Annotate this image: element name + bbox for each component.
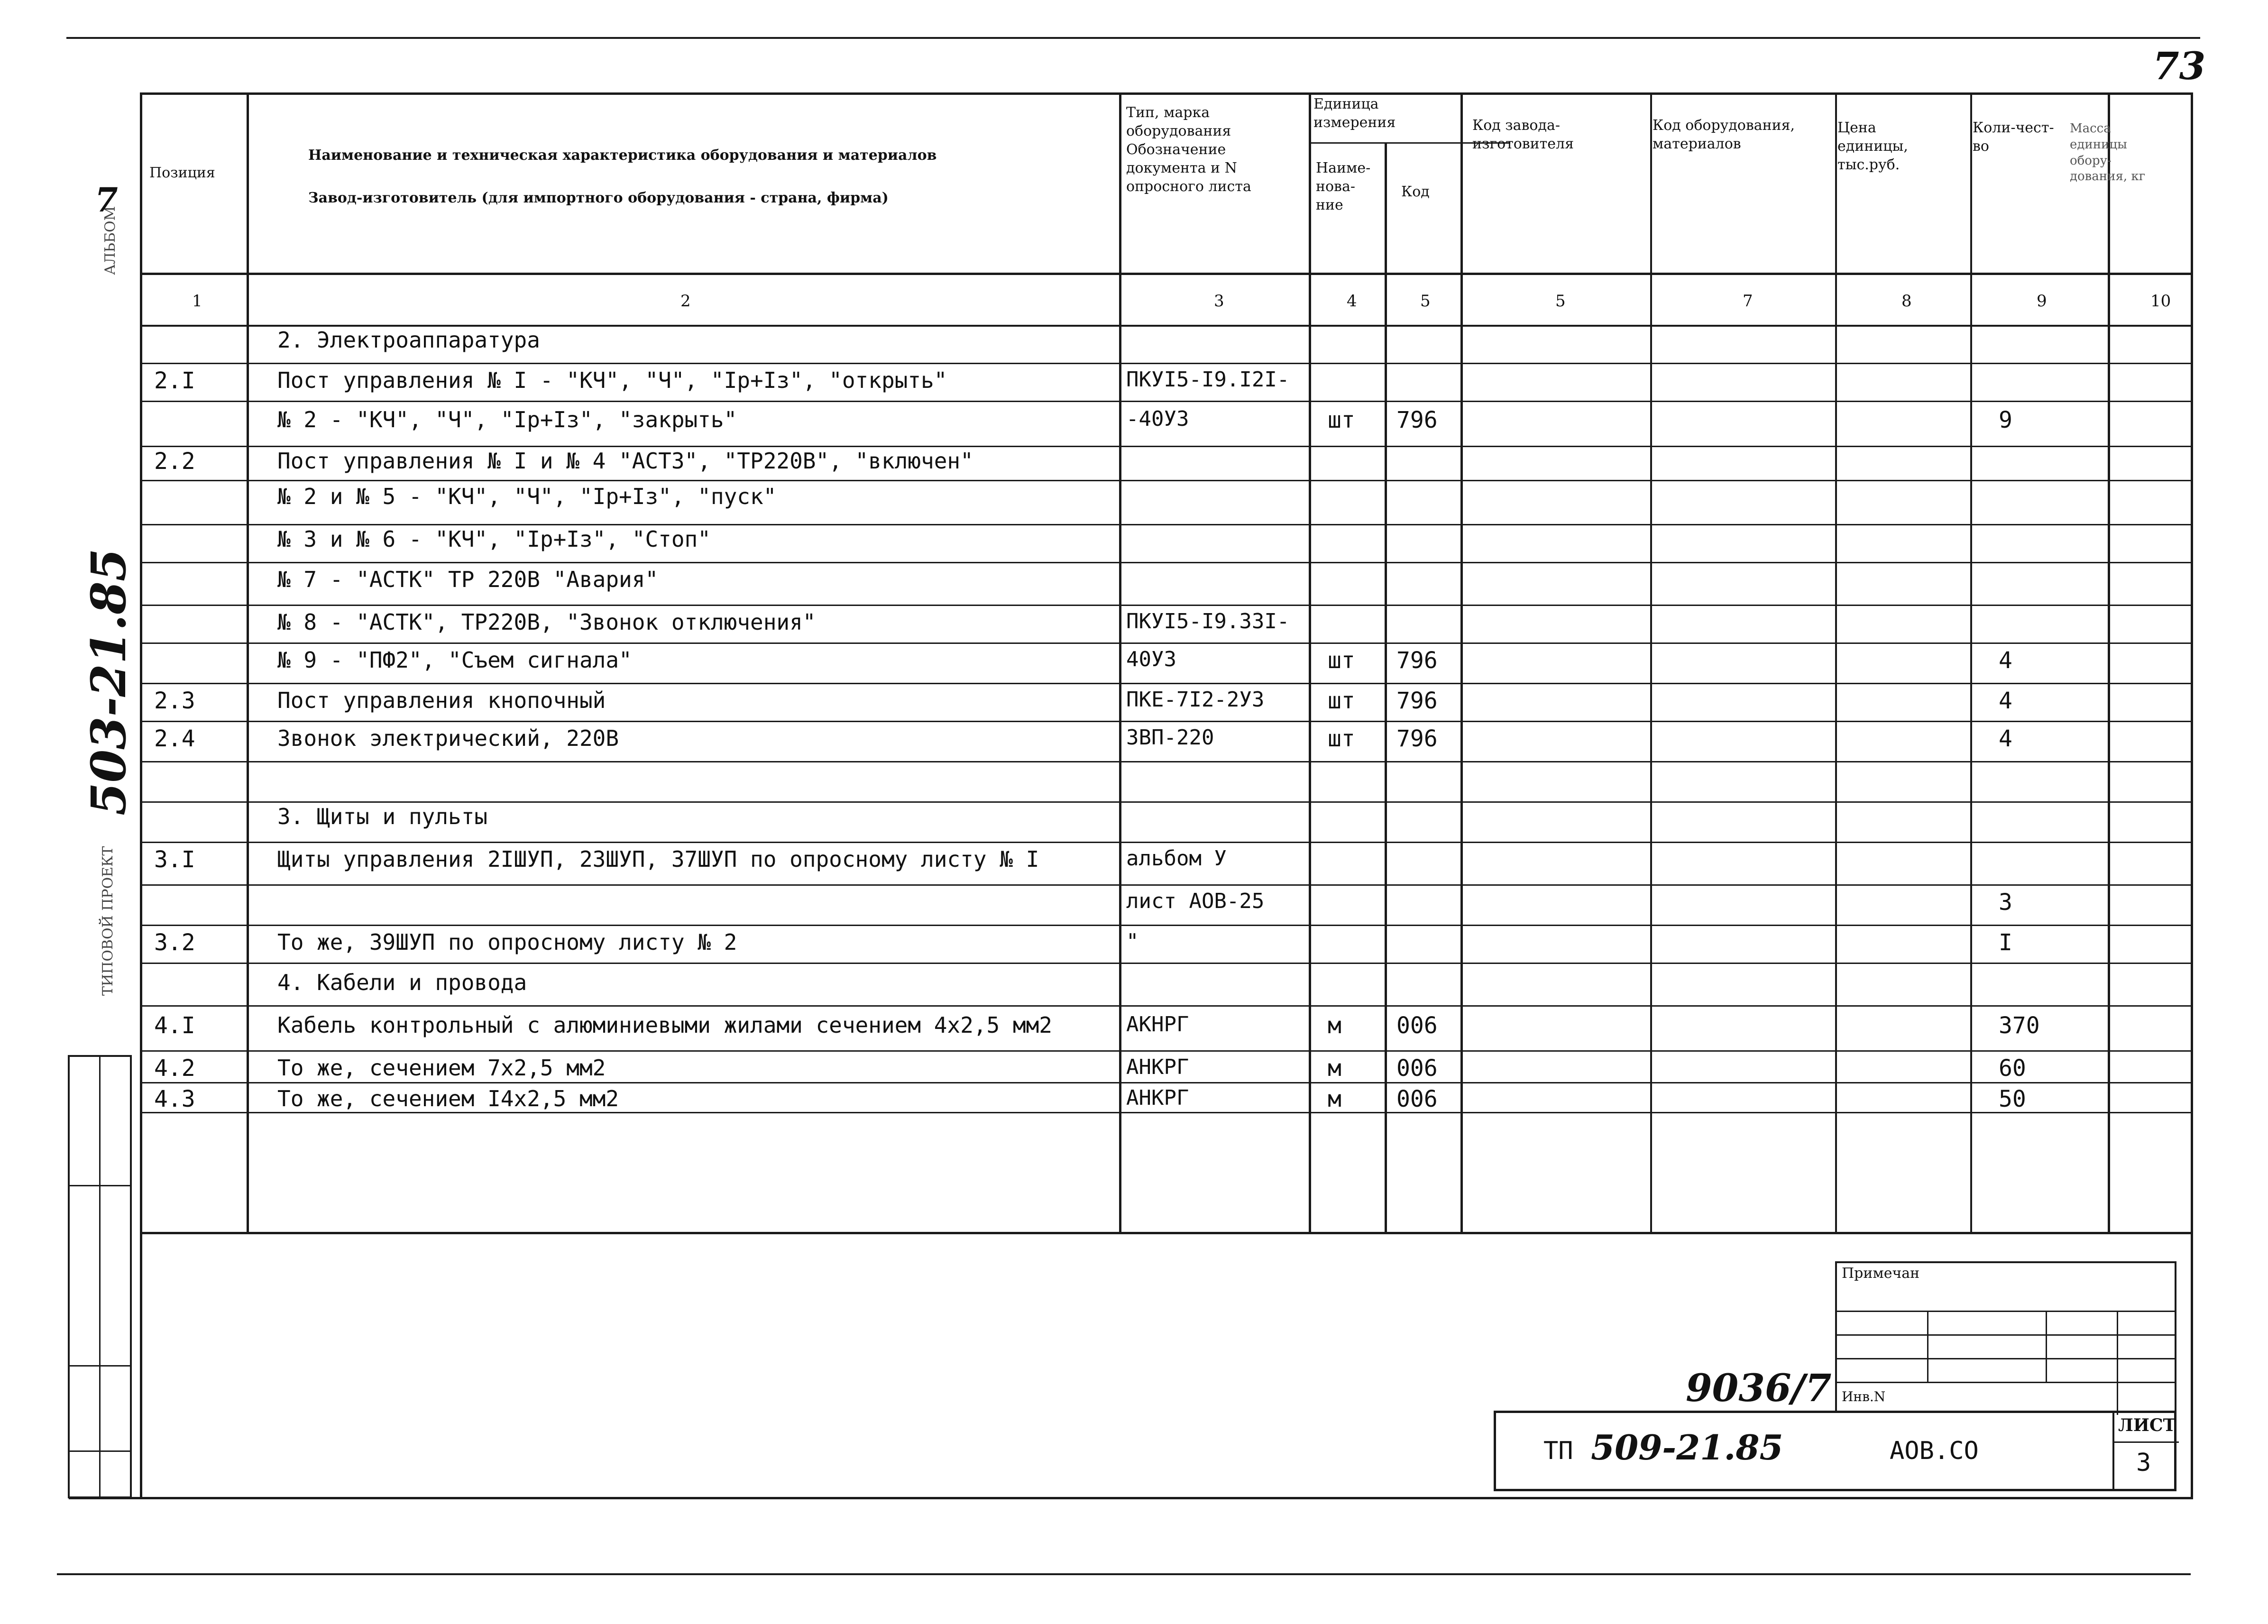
table-row [140, 846, 2193, 880]
table-row [140, 764, 2193, 798]
row-divider [140, 721, 2193, 722]
cell-qty: 370 [1999, 1012, 2040, 1039]
cell-name: Кабель контрольный с алюминиевыми жилами сечением 4х2,5 мм2 [277, 1012, 1052, 1038]
project-code-hand: 503-21.85 [81, 548, 137, 816]
cell-unit: шт [1328, 688, 1355, 714]
table-row [140, 647, 2193, 680]
table-row [140, 725, 2193, 759]
cell-name: 4. Кабели и провода [277, 970, 527, 995]
header-unit-name: Наиме-нова-ние [1316, 160, 1371, 213]
table-row [140, 448, 2193, 481]
column-number-2: 2 [680, 292, 691, 311]
table-row [140, 970, 2193, 1003]
row-divider [140, 524, 2193, 525]
header-maker-code: Код завода-изготовителя [1472, 117, 1574, 152]
inv-label: Инв.N [1842, 1389, 1886, 1404]
column-number-8: 8 [1901, 292, 1912, 311]
table-row [140, 804, 2193, 837]
cell-name: № 2 - "КЧ", "Ч", "Iр+Iз", "закрыть" [277, 407, 737, 432]
column-number-5: 5 [1420, 292, 1431, 311]
cell-code: 796 [1396, 688, 1438, 714]
header-unit-group: Единица измерения [1313, 96, 1396, 131]
cell-type: ЗВП-220 [1126, 725, 1214, 750]
cell-pos: 2.3 [154, 688, 195, 714]
table-row [140, 484, 2193, 517]
cell-name: № 3 и № 6 - "КЧ", "Iр+Iз", "Стоп" [277, 526, 711, 552]
header-unit-code: Код [1401, 184, 1430, 200]
cell-pos: 3.2 [154, 929, 195, 956]
row-divider [140, 683, 2193, 684]
row-divider [140, 446, 2193, 447]
row-divider [140, 761, 2193, 762]
table-row [140, 367, 2193, 401]
cell-pos: 3.I [154, 846, 195, 873]
table-row [140, 327, 2193, 360]
cell-unit: шт [1328, 407, 1355, 433]
row-divider [140, 842, 2193, 843]
cell-name: № 2 и № 5 - "КЧ", "Ч", "Iр+Iз", "пуск" [277, 484, 777, 509]
row-divider [140, 605, 2193, 606]
cell-qty: 50 [1999, 1086, 2026, 1112]
cell-type: ПКЕ-7I2-2У3 [1126, 688, 1265, 712]
cell-name: № 9 - "ПФ2", "Съем сигнала" [277, 647, 632, 673]
cell-name: Звонок электрический, 220В [277, 725, 619, 751]
column-number-4: 4 [1347, 292, 1357, 311]
cell-name: № 8 - "АСТК", ТР220В, "Звонок отключения" [277, 609, 816, 635]
table-row [140, 407, 2193, 440]
column-number-1: 1 [192, 292, 202, 311]
cell-type: лист АОВ-25 [1126, 889, 1265, 913]
cell-qty: 60 [1999, 1055, 2026, 1082]
tp-prefix: ТП [1543, 1437, 1573, 1465]
table-row [140, 889, 2193, 922]
table-row [140, 526, 2193, 560]
table-row [140, 567, 2193, 600]
row-divider [140, 363, 2193, 364]
cell-type: ПКУI5-I9.33I- [1126, 609, 1290, 633]
cell-name: То же, сечением 7х2,5 мм2 [277, 1055, 606, 1081]
header-name-line1: Наименование и техническая характеристика оборудования и материалов [308, 147, 937, 164]
cell-code: 006 [1396, 1055, 1438, 1082]
row-divider [140, 562, 2193, 563]
cell-type: 40У3 [1126, 647, 1176, 671]
doc-code: АОВ.СО [1890, 1437, 1979, 1465]
note-label: Примечан [1842, 1265, 1920, 1282]
table-row [140, 1012, 2193, 1046]
header-quantity: Коли-чест-во [1973, 119, 2054, 155]
column-number-6: 5 [1555, 292, 1566, 311]
column-number-7: 7 [1743, 292, 1753, 311]
cell-name: 3. Щиты и пульты [277, 804, 488, 829]
cell-type: альбом У [1126, 846, 1227, 871]
cell-name: Пост управления кнопочный [277, 688, 606, 713]
cell-pos: 2.2 [154, 448, 195, 475]
cell-unit: шт [1328, 647, 1355, 674]
cell-pos: 4.I [154, 1012, 195, 1039]
cell-name: Щиты управления 2IШУП, 23ШУП, 37ШУП по опросному листу № I [277, 846, 1039, 872]
cell-pos: 2.I [154, 367, 195, 394]
cell-unit: м [1328, 1086, 1341, 1112]
cell-pos: 4.3 [154, 1086, 195, 1112]
row-divider [140, 1005, 2193, 1007]
cell-type: ПКУI5-I9.I2I- [1126, 367, 1290, 392]
inv-number-hand: 9036/7 [1686, 1366, 1832, 1410]
cell-name: 2. Электроаппаратура [277, 327, 540, 353]
cell-code: 006 [1396, 1012, 1438, 1039]
header-position: Позиция [149, 165, 215, 181]
row-divider [140, 801, 2193, 803]
sheet-label: ЛИСТ [2118, 1415, 2176, 1435]
cell-name: То же, сечением I4х2,5 мм2 [277, 1086, 619, 1111]
header-name-line2: Завод-изготовитель (для импортного оборудования - страна, фирма) [308, 190, 889, 206]
cell-type: АКНРГ [1126, 1012, 1189, 1037]
album-number: 7 [95, 180, 118, 220]
cell-qty: 4 [1999, 647, 2012, 674]
cell-qty: 4 [1999, 688, 2012, 714]
table-row [140, 929, 2193, 963]
table-row [140, 609, 2193, 642]
header-type: Тип, марка оборудования Обозначение документа и N опросного листа [1126, 104, 1251, 195]
cell-type: -40У3 [1126, 407, 1189, 431]
left-stamp-strip [68, 1055, 132, 1498]
cell-code: 796 [1396, 725, 1438, 752]
cell-name: № 7 - "АСТК" ТР 220В "Авария" [277, 567, 659, 592]
header-price: Цена единицы, тыс.руб. [1837, 119, 1908, 173]
cell-pos: 2.4 [154, 725, 195, 752]
note-box [1835, 1261, 2176, 1413]
header-equip-code: Код оборудования, материалов [1653, 117, 1795, 152]
column-number-9: 9 [2037, 292, 2047, 311]
row-divider [140, 401, 2193, 402]
cell-qty: 3 [1999, 889, 2012, 916]
header-mass: Масса единицы обору-дования, кг [2070, 121, 2146, 184]
album-label: АЛЬБОМ [102, 206, 119, 275]
cell-qty: 9 [1999, 407, 2012, 433]
cell-unit: шт [1328, 725, 1355, 752]
cell-type: " [1126, 929, 1139, 954]
cell-name: Пост управления № I и № 4 "АСТЗ", "ТР220В", "включен" [277, 448, 973, 474]
cell-unit: м [1328, 1055, 1341, 1082]
cell-qty: I [1999, 929, 2012, 956]
cell-unit: м [1328, 1012, 1341, 1039]
cell-type: АНКРГ [1126, 1086, 1189, 1110]
cell-pos: 4.2 [154, 1055, 195, 1082]
sheet-number: 3 [2136, 1449, 2151, 1477]
project-label: ТИПОВОЙ ПРОЕКТ [100, 846, 116, 996]
title-block [1494, 1411, 2176, 1491]
cell-type: АНКРГ [1126, 1055, 1189, 1079]
cell-code: 796 [1396, 647, 1438, 674]
cell-qty: 4 [1999, 725, 2012, 752]
row-divider [140, 642, 2193, 644]
table-row [140, 1086, 2193, 1119]
table-row [140, 688, 2193, 721]
table-row [140, 1055, 2193, 1088]
column-number-10: 10 [2150, 292, 2171, 311]
row-divider [140, 963, 2193, 964]
page-number: 73 [2153, 44, 2206, 88]
row-divider [140, 1050, 2193, 1052]
cell-code: 006 [1396, 1086, 1438, 1112]
row-divider [140, 925, 2193, 926]
cell-code: 796 [1396, 407, 1438, 433]
column-number-3: 3 [1214, 292, 1224, 311]
cell-name: То же, 39ШУП по опросному листу № 2 [277, 929, 737, 955]
cell-name: Пост управления № I - "КЧ", "Ч", "Iр+Iз", "открыть" [277, 367, 947, 393]
row-divider [140, 884, 2193, 886]
tp-number-hand: 509-21.85 [1591, 1427, 1783, 1468]
